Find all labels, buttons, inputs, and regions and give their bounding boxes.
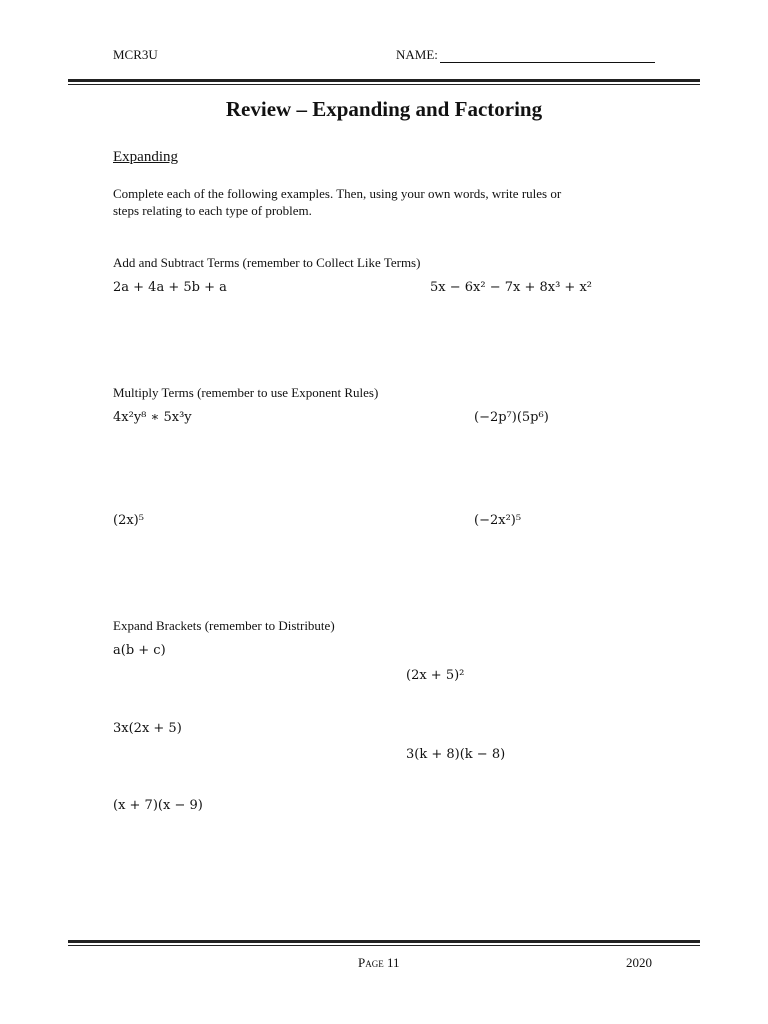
footer-rule-thick <box>68 940 700 943</box>
section-heading-expanding: Expanding <box>113 149 178 165</box>
add-subtract-q1: 2a + 4a + 5b + a <box>113 280 227 295</box>
instructions-line-1: Complete each of the following examples. Then, using your own words, write rules or <box>113 186 562 201</box>
page-title: Review – Expanding and Factoring <box>225 97 543 121</box>
multiply-q1: 4x²y⁸ ∗ 5x³y <box>113 410 192 425</box>
expand-q3: 3x(2x + 5) <box>113 721 182 736</box>
expand-q5: (x + 7)(x − 9) <box>113 798 203 813</box>
course-code: MCR3U <box>113 47 158 62</box>
expand-q2: (2x + 5)² <box>406 668 465 683</box>
footer-rule-thin <box>68 945 700 946</box>
multiply-q2: (−2p⁷)(5p⁶) <box>474 410 549 425</box>
add-subtract-q2: 5x − 6x² − 7x + 8x³ + x² <box>430 280 593 295</box>
instructions-line-2: steps relating to each type of problem. <box>113 203 312 218</box>
name-blank-line[interactable] <box>440 62 655 63</box>
expand-q1: a(b + c) <box>113 643 166 658</box>
footer-year: 2020 <box>626 955 652 970</box>
header-rule-thick <box>68 79 700 82</box>
add-subtract-label: Add and Subtract Terms (remember to Collect Like Terms) <box>113 255 421 270</box>
header-rule-thin <box>68 84 700 85</box>
page-number: Page 11 <box>358 955 400 970</box>
expand-label: Expand Brackets (remember to Distribute) <box>113 618 335 633</box>
expand-q4: 3(k + 8)(k − 8) <box>406 747 506 762</box>
multiply-q3: (2x)⁵ <box>113 513 144 528</box>
multiply-q4: (−2x²)⁵ <box>474 513 522 528</box>
name-label: NAME: <box>396 47 438 62</box>
multiply-label: Multiply Terms (remember to use Exponent Rules) <box>113 385 379 400</box>
